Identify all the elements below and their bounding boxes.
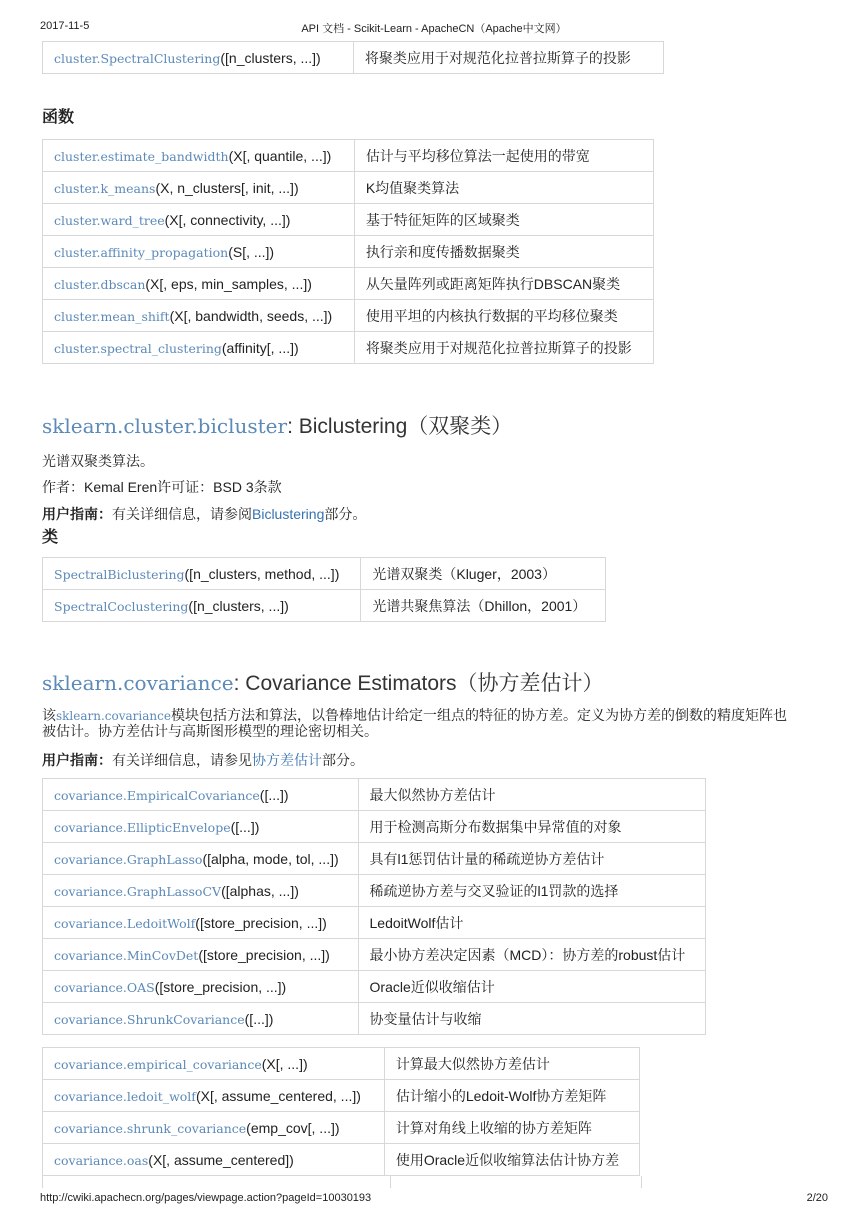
api-signature-cell <box>43 300 355 332</box>
api-description-cell: 将聚类应用于对规范化拉普拉斯算子的投影 <box>353 42 663 74</box>
api-description-cell: 使用平坦的内核执行数据的平均移位聚类 <box>354 300 653 332</box>
table-row <box>43 779 706 811</box>
api-signature-cell <box>43 811 359 843</box>
api-args: ([n_clusters, ...]) <box>220 49 321 66</box>
api-signature-cell <box>43 779 359 811</box>
api-args: (affinity[, ...]) <box>221 339 299 356</box>
bicluster-section-title: sklearn.cluster.bicluster: Biclustering（双聚类） <box>42 414 513 438</box>
api-args: (emp_cov[, ...]) <box>246 1119 340 1136</box>
api-signature-cell <box>43 843 359 875</box>
biclustering-guide-link[interactable]: Biclustering <box>252 506 325 522</box>
api-signature-cell <box>43 971 359 1003</box>
api-args: ([store_precision, ...]) <box>195 914 327 931</box>
api-link[interactable]: cluster.dbscan <box>54 276 146 292</box>
api-link[interactable]: covariance.shrunk_covariance <box>54 1120 247 1136</box>
api-link[interactable]: covariance.ShrunkCovariance <box>54 1011 245 1027</box>
bicluster-module-link[interactable]: sklearn.cluster.bicluster <box>42 414 288 438</box>
table-body <box>43 42 664 74</box>
covariance-section-title: sklearn.covariance: Covariance Estimators（协方差估计） <box>42 671 604 695</box>
table-row <box>43 140 654 172</box>
table-row <box>43 558 606 590</box>
api-signature-cell <box>43 140 355 172</box>
table-row <box>43 971 706 1003</box>
api-signature-cell <box>43 558 361 590</box>
api-args: ([alphas, ...]) <box>221 882 299 899</box>
table-body <box>43 558 606 622</box>
api-signature-cell <box>43 1048 385 1080</box>
api-description-cell: 估计缩小的Ledoit-Wolf协方差矩阵 <box>384 1080 639 1112</box>
table-body <box>43 140 654 364</box>
page-number: 2/20 <box>806 1192 828 1204</box>
api-args: ([...]) <box>244 1010 274 1027</box>
api-args: (X[, eps, min_samples, ...]) <box>145 275 312 292</box>
api-args: (X[, quantile, ...]) <box>228 147 332 164</box>
api-description-cell: 用于检测高斯分布数据集中异常值的对象 <box>358 811 705 843</box>
api-args: ([store_precision, ...]) <box>154 978 287 995</box>
api-description-cell: 最小协方差决定因素（MCD）：协方差的robust估计 <box>358 939 705 971</box>
api-link[interactable]: SpectralBiclustering <box>54 566 185 582</box>
api-description-cell: 执行亲和度传播数据聚类 <box>354 236 653 268</box>
api-link[interactable]: cluster.mean_shift <box>54 308 170 324</box>
api-description-cell: 估计与平均移位算法一起使用的带宽 <box>354 140 653 172</box>
api-signature-cell <box>43 1080 385 1112</box>
api-signature-cell <box>43 1112 385 1144</box>
api-signature-cell <box>43 42 354 74</box>
page-title: API 文档 - Scikit-Learn - ApacheCN（Apache中文网） <box>301 23 567 35</box>
api-args: ([...]) <box>230 818 260 835</box>
table-row <box>43 1080 640 1112</box>
api-args: ([alpha, mode, tol, ...]) <box>202 850 339 867</box>
api-args: (X[, connectivity, ...]) <box>164 211 291 228</box>
table-row <box>43 300 654 332</box>
api-args: (X[, assume_centered, ...]) <box>195 1087 361 1104</box>
covariance-functions-table <box>42 1047 640 1176</box>
table-row <box>43 1112 640 1144</box>
api-link[interactable]: covariance.MinCovDet <box>54 947 199 963</box>
api-description-cell: 将聚类应用于对规范化拉普拉斯算子的投影 <box>354 332 653 364</box>
api-description-cell: 光谱双聚类（Kluger，2003） <box>361 558 606 590</box>
api-link[interactable]: SpectralCoclustering <box>54 598 189 614</box>
table-row <box>43 1048 640 1080</box>
table-row <box>43 268 654 300</box>
covariance-classes-table <box>42 778 706 1035</box>
api-link[interactable]: covariance.EllipticEnvelope <box>54 819 231 835</box>
table-row <box>43 236 654 268</box>
api-signature-cell <box>43 332 355 364</box>
api-link[interactable]: covariance.EmpiricalCovariance <box>54 787 260 803</box>
api-link[interactable]: cluster.ward_tree <box>54 212 165 228</box>
api-description-cell: K均值聚类算法 <box>354 172 653 204</box>
api-signature-cell <box>43 1003 359 1035</box>
table-row <box>43 875 706 907</box>
api-link[interactable]: covariance.empirical_covariance <box>54 1056 262 1072</box>
api-signature-cell <box>43 236 355 268</box>
api-signature-cell <box>43 875 359 907</box>
api-link[interactable]: cluster.spectral_clustering <box>54 340 222 356</box>
table-row <box>43 1003 706 1035</box>
cluster-classes-table-tail <box>42 41 664 74</box>
covariance-module-link[interactable]: sklearn.covariance <box>42 671 234 695</box>
table-row <box>43 590 606 622</box>
table-continuation-divider <box>390 1176 391 1188</box>
api-signature-cell <box>43 204 355 236</box>
covariance-module-inline[interactable]: sklearn.covariance <box>56 709 171 723</box>
table-row <box>43 172 654 204</box>
table-row <box>43 843 706 875</box>
table-continuation <box>42 1176 642 1188</box>
api-description-cell: 使用Oracle近似收缩算法估计协方差 <box>384 1144 639 1176</box>
api-description-cell: LedoitWolf估计 <box>358 907 705 939</box>
api-description-cell: Oracle近似收缩估计 <box>358 971 705 1003</box>
table-row <box>43 332 654 364</box>
api-args: (S[, ...]) <box>228 243 275 260</box>
api-link[interactable]: covariance.OAS <box>54 979 155 995</box>
page-url: http://cwiki.apachecn.org/pages/viewpage.action?pageId=10030193 <box>40 1192 372 1204</box>
bicluster-user-guide: 用户指南：有关详细信息，请参阅Biclustering部分。 <box>42 506 367 522</box>
table-row <box>43 907 706 939</box>
api-link[interactable]: cluster.estimate_bandwidth <box>54 148 229 164</box>
api-signature-cell <box>43 590 361 622</box>
api-args: (X[, bandwidth, seeds, ...]) <box>169 307 333 324</box>
table-row <box>43 204 654 236</box>
api-signature-cell <box>43 939 359 971</box>
cluster-functions-table <box>42 139 654 364</box>
page-header <box>0 20 868 36</box>
print-date: 2017-11-5 <box>40 20 90 32</box>
covariance-user-guide: 用户指南：有关详细信息，请参见协方差估计部分。 <box>42 752 364 768</box>
api-description-cell: 基于特征矩阵的区域聚类 <box>354 204 653 236</box>
api-signature-cell <box>43 172 355 204</box>
api-args: ([...]) <box>259 786 289 803</box>
api-args: (X[, assume_centered]) <box>148 1151 294 1168</box>
api-signature-cell <box>43 907 359 939</box>
api-link[interactable]: covariance.LedoitWolf <box>54 915 196 931</box>
api-link[interactable]: covariance.GraphLassoCV <box>54 883 222 899</box>
api-link[interactable]: cluster.k_means <box>54 180 156 196</box>
bicluster-classes-heading: 类 <box>42 529 59 546</box>
bicluster-description: 光谱双聚类算法。 <box>42 453 154 469</box>
api-description-cell: 计算最大似然协方差估计 <box>384 1048 639 1080</box>
api-args: (X[, ...]) <box>261 1055 308 1072</box>
table-row <box>43 811 706 843</box>
api-description-cell: 光谱共聚焦算法（Dhillon，2001） <box>361 590 606 622</box>
api-description-cell: 协变量估计与收缩 <box>358 1003 705 1035</box>
table-row <box>43 1144 640 1176</box>
api-link[interactable]: cluster.affinity_propagation <box>54 244 229 260</box>
covariance-intro: 该sklearn.covariance模块包括方法和算法，以鲁棒地估计给定一组点的特征的协方差。定义为协方差的倒数的精度矩阵也 被估计。协方差估计与高斯图形模型的理论密切相关。 <box>42 707 787 739</box>
table-row <box>43 42 664 74</box>
api-description-cell: 从矢量阵列或距离矩阵执行DBSCAN聚类 <box>354 268 653 300</box>
api-description-cell: 最大似然协方差估计 <box>358 779 705 811</box>
api-args: (X, n_clusters[, init, ...]) <box>155 179 299 196</box>
covariance-guide-link[interactable]: 协方差估计 <box>252 752 322 768</box>
api-link[interactable]: covariance.oas <box>54 1152 149 1168</box>
api-signature-cell <box>43 1144 385 1176</box>
table-body <box>43 1048 640 1176</box>
bicluster-classes-table <box>42 557 606 622</box>
api-link[interactable]: covariance.GraphLasso <box>54 851 203 867</box>
api-link[interactable]: cluster.SpectralClustering <box>54 50 221 66</box>
api-signature-cell <box>43 268 355 300</box>
api-args: ([n_clusters, ...]) <box>188 597 289 614</box>
api-args: ([n_clusters, method, ...]) <box>184 565 340 582</box>
table-body <box>43 779 706 1035</box>
api-description-cell: 具有l1惩罚估计量的稀疏逆协方差估计 <box>358 843 705 875</box>
bicluster-author: 作者：Kemal Eren许可证：BSD 3条款 <box>42 479 282 495</box>
table-row <box>43 939 706 971</box>
api-args: ([store_precision, ...]) <box>198 946 330 963</box>
api-description-cell: 计算对角线上收缩的协方差矩阵 <box>384 1112 639 1144</box>
api-description-cell: 稀疏逆协方差与交叉验证的l1罚款的选择 <box>358 875 705 907</box>
functions-heading: 函数 <box>42 109 75 126</box>
api-link[interactable]: covariance.ledoit_wolf <box>54 1088 196 1104</box>
